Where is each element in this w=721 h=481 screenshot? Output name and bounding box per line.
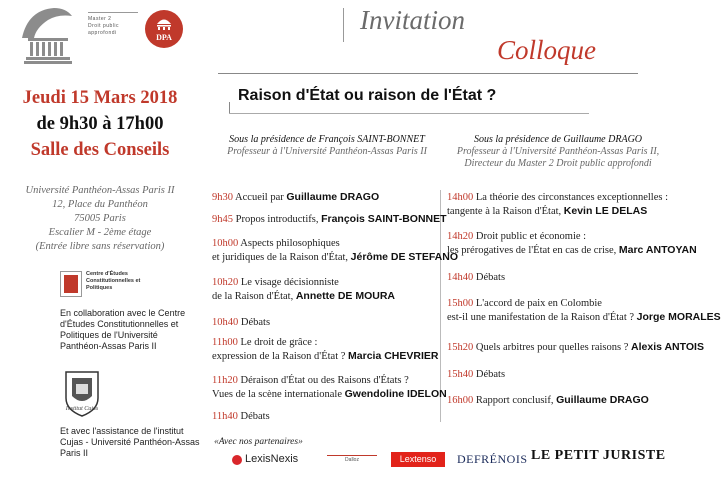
program-description: les prérogatives de l'État en cas de crise, xyxy=(447,245,617,256)
presidency-right xyxy=(438,134,678,170)
program-speaker: Guillaume DRAGO xyxy=(556,394,649,406)
program-speaker: Kevin LE DELAS xyxy=(563,205,648,217)
program-item-line xyxy=(212,388,447,401)
lexisnexis-dot-icon xyxy=(232,455,242,465)
program-item-line xyxy=(212,316,270,329)
presidency-left-chair: Sous la présidence de François SAINT-BONNET xyxy=(229,134,425,145)
program-item-line xyxy=(212,213,447,226)
program-item-line xyxy=(212,251,458,264)
defrenois-logo: DEFRÉNOIS xyxy=(457,452,528,466)
program-item-line xyxy=(212,191,379,204)
program-description: de la Raison d'État, xyxy=(212,291,294,302)
presidency-right-title: Professeur à l'Université Panthéon-Assas Paris II, xyxy=(456,146,660,157)
program-time: 15h40 xyxy=(447,369,476,380)
program-speaker: Gwendoline IDELON xyxy=(344,388,447,400)
dpa-dome-icon xyxy=(155,15,173,31)
cecp-logo-text: Centre d'Études Constitutionnelles et Politiques xyxy=(86,271,141,291)
dpa-logo xyxy=(145,10,183,48)
presidency-right-chair: Sous la présidence de Guillaume DRAGO xyxy=(473,134,643,145)
program-description: Le droit de grâce : xyxy=(240,337,318,348)
title-baseline xyxy=(229,113,589,114)
program-description: est-il une manifestation de la Raison d'État ? xyxy=(447,312,635,323)
program-speaker: Guillaume DRAGO xyxy=(286,191,380,203)
program-speaker: Jorge MORALES xyxy=(636,311,721,323)
event-hours: de 9h30 à 17h00 xyxy=(36,114,164,134)
petit-juriste-logo: LE PETIT JURISTE xyxy=(531,448,666,463)
program-item-line xyxy=(447,191,668,204)
program-item-line xyxy=(447,311,721,324)
program-time: 14h00 xyxy=(447,192,476,203)
program-description: Le visage décisionniste xyxy=(240,277,339,288)
program-speaker: Annette DE MOURA xyxy=(295,290,396,302)
program-time: 10h00 xyxy=(212,238,241,249)
program-speaker: Marcia CHEVRIER xyxy=(348,350,439,362)
program-description: Droit public et économie : xyxy=(475,231,587,242)
program-description: Déraison d'État ou des Raisons d'États ? xyxy=(240,375,409,386)
cecp-collaboration-text: En collaboration avec le Centre d'Études Constitutionnelles et Politiques de l'Université Panthéon-Assas Paris II xyxy=(60,308,186,351)
program-item-line xyxy=(447,205,647,218)
program-item-line xyxy=(212,290,395,303)
program-item-line xyxy=(212,336,317,349)
program-description: L'accord de paix en Colombie xyxy=(475,298,602,309)
header-underline xyxy=(218,73,638,74)
program-speaker: Marc ANTOYAN xyxy=(618,244,697,256)
header-vertical-rule xyxy=(343,8,344,42)
lexisnexis-label: LexisNexis xyxy=(245,453,299,465)
program-item-line xyxy=(447,368,505,381)
event-room: Salle des Conseils xyxy=(30,140,170,160)
dalloz-logo xyxy=(327,455,377,467)
program-description: Débats xyxy=(475,272,506,283)
presidency-right-role: Directeur du Master 2 Droit public approfondi xyxy=(464,158,652,169)
program-item-line xyxy=(212,410,270,423)
program-description: Débats xyxy=(475,369,506,380)
program-time: 11h00 xyxy=(212,337,241,348)
program-description: expression de la Raison d'État ? xyxy=(212,351,346,362)
address-line: Escalier M - 2ème étage xyxy=(48,227,152,238)
program-time: 9h30 xyxy=(212,192,236,203)
address-line: (Entrée libre sans réservation) xyxy=(35,241,165,252)
program-time: 14h40 xyxy=(447,272,476,283)
program-item-line xyxy=(447,244,697,257)
program-item-line xyxy=(212,237,340,250)
program-description: et juridiques de la Raison d'État, xyxy=(212,252,349,263)
program-item-line xyxy=(447,271,505,284)
master-label: Master 2 Droit public approfondi xyxy=(88,16,120,36)
colloque-heading: Colloque xyxy=(497,35,596,65)
program-description: Propos introductifs, xyxy=(235,214,319,225)
program-speaker: François SAINT-BONNET xyxy=(321,213,447,225)
program-description: Vues de la scène internationale xyxy=(212,389,342,400)
program-item-line xyxy=(212,350,438,363)
program-description: Débats xyxy=(240,317,271,328)
address-line: 75005 Paris xyxy=(74,213,126,224)
address-line: Université Panthéon-Assas Paris II xyxy=(25,185,175,196)
presidency-left xyxy=(212,134,442,158)
program-time: 14h20 xyxy=(447,231,476,242)
program-description: Accueil par xyxy=(235,192,284,203)
program-speaker: Jérôme DE STEFANO xyxy=(350,251,459,263)
program-speaker: Alexis ANTOIS xyxy=(631,341,704,353)
program-description: Quels arbitres pour quelles raisons ? xyxy=(475,342,629,353)
presidency-left-title: Professeur à l'Université Panthéon-Assas Paris II xyxy=(227,146,427,157)
event-address xyxy=(0,184,200,254)
main-title: Raison d'État ou raison de l'État ? xyxy=(238,87,497,104)
address-line: 12, Place du Panthéon xyxy=(52,199,148,210)
pantheon-logo-icon xyxy=(14,6,80,68)
lextenso-logo: Lextenso xyxy=(391,452,445,467)
program-time: 15h20 xyxy=(447,342,476,353)
program-time: 9h45 xyxy=(212,214,236,225)
dalloz-label: Dalloz xyxy=(345,457,359,463)
program-time: 10h20 xyxy=(212,277,241,288)
partners-label: «Avec nos partenaires» xyxy=(214,437,303,447)
program-description: Aspects philosophiques xyxy=(240,238,340,249)
program-description: Débats xyxy=(240,411,270,422)
program-item-line xyxy=(447,341,704,354)
dpa-label: DPA xyxy=(156,33,172,42)
program-description: Rapport conclusif, xyxy=(475,395,554,406)
cujas-emblem-icon xyxy=(60,368,104,420)
program-item-line xyxy=(447,230,586,243)
program-time: 10h40 xyxy=(212,317,241,328)
cujas-assistance-text: Et avec l'assistance de l'institut Cujas - Université Panthéon-Assas Paris II xyxy=(60,426,200,458)
cujas-caption: Institut Cujas xyxy=(65,406,99,412)
cecp-emblem-icon xyxy=(60,271,82,297)
program-time: 15h00 xyxy=(447,298,476,309)
event-date: Jeudi 15 Mars 2018 xyxy=(22,88,178,108)
cecp-logo xyxy=(60,269,160,303)
program-time: 16h00 xyxy=(447,395,476,406)
program-item-line xyxy=(447,297,602,310)
program-description: La théorie des circonstances exceptionnelles : xyxy=(475,192,669,203)
program-time: 11h20 xyxy=(212,375,241,386)
lexisnexis-logo xyxy=(232,453,318,467)
program-item-line xyxy=(212,374,409,387)
program-item-line xyxy=(212,276,339,289)
program-description: tangente à la Raison d'État, xyxy=(447,206,562,217)
invitation-heading: Invitation xyxy=(360,5,465,35)
program-item-line xyxy=(447,394,649,407)
program-time: 11h40 xyxy=(212,411,241,422)
master-divider xyxy=(88,12,138,13)
